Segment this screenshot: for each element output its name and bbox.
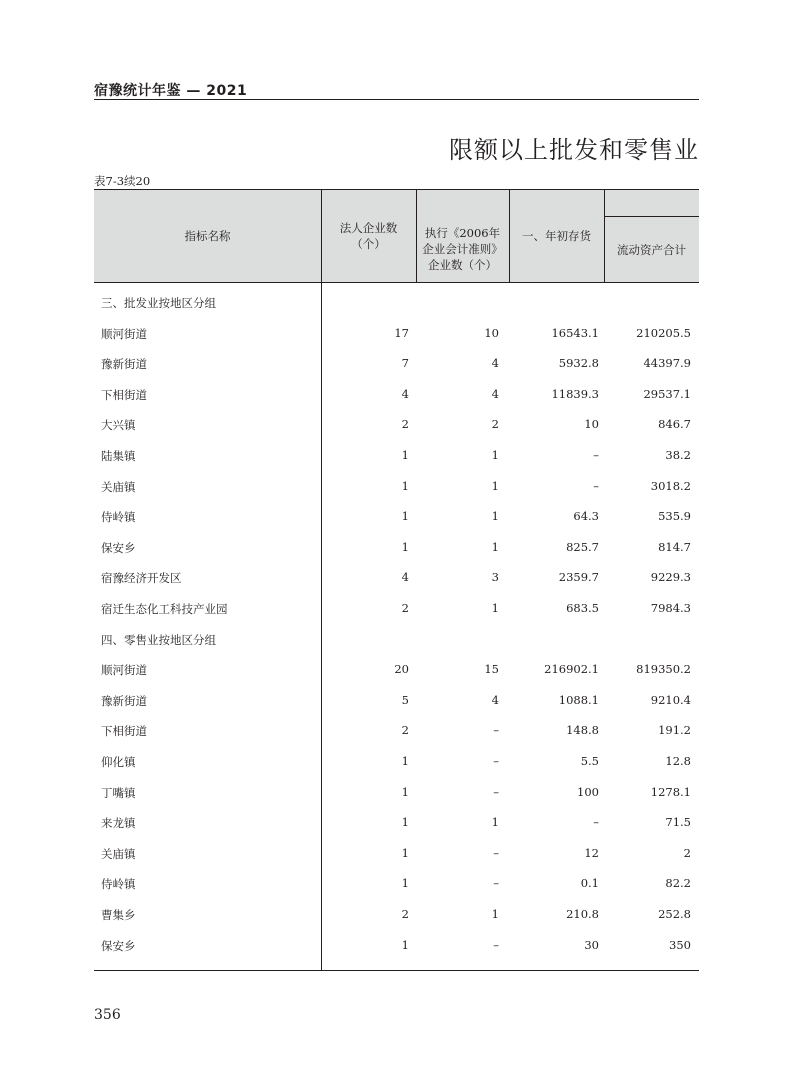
cell-value: 38.2 — [665, 448, 691, 462]
cell-value: – — [493, 784, 499, 799]
row-label: 宿豫经济开发区 — [101, 571, 182, 586]
cell-value: 1 — [401, 937, 409, 952]
cell-value: 9229.3 — [650, 570, 691, 585]
table-row — [94, 594, 699, 624]
cell-value: – — [493, 754, 499, 768]
cell-value: 82.2 — [665, 876, 691, 891]
header-divider — [94, 282, 699, 283]
cell-value: 30 — [584, 937, 599, 952]
row-label: 仰化镇 — [101, 755, 136, 769]
cell-value: – — [593, 478, 599, 493]
table-row — [94, 655, 699, 685]
cell-value: 1 — [491, 815, 499, 830]
cell-value: 814.7 — [658, 539, 691, 554]
cell-value: – — [593, 448, 599, 462]
cell-value: 3 — [491, 570, 499, 585]
row-label: 三、批发业按地区分组 — [101, 296, 216, 310]
subheader-rule — [604, 216, 699, 217]
cell-value: 5 — [401, 692, 409, 707]
cell-value: 3018.2 — [650, 478, 691, 493]
cell-value: 1 — [491, 478, 499, 493]
cell-value: 10 — [484, 325, 499, 340]
table-row — [94, 686, 699, 716]
cell-value: 9210.4 — [650, 692, 691, 707]
row-label: 保安乡 — [101, 540, 136, 555]
cell-value: 1 — [401, 539, 409, 554]
cell-value: 191.2 — [658, 723, 691, 738]
cell-value: 1 — [401, 876, 409, 891]
cell-value: 846.7 — [658, 417, 691, 432]
cell-value: 44397.9 — [643, 356, 691, 371]
table-row — [94, 533, 699, 563]
cell-value: 4 — [491, 692, 499, 707]
cell-value: 1 — [401, 509, 409, 524]
row-label: 丁嘴镇 — [101, 785, 136, 800]
cell-value: 64.3 — [573, 509, 599, 524]
table-row — [94, 441, 699, 471]
header-legal-entities: 法人企业数 （个） — [339, 221, 398, 251]
header-name: 指标名称 — [184, 229, 231, 243]
cell-value: 2 — [401, 907, 409, 921]
cell-value: 210205.5 — [636, 325, 691, 340]
header-rule — [94, 99, 699, 100]
cell-value: 1 — [401, 448, 409, 462]
cell-value: 5932.8 — [558, 356, 599, 371]
table-row — [94, 931, 699, 961]
cell-value: 7 — [401, 356, 409, 371]
cell-value: – — [593, 815, 599, 830]
table-row — [94, 747, 699, 777]
table-row — [94, 716, 699, 746]
cell-value: – — [493, 845, 499, 860]
cell-value: 825.7 — [566, 539, 599, 554]
row-label: 来龙镇 — [101, 816, 136, 831]
row-label: 豫新街道 — [101, 357, 147, 372]
table-row — [94, 869, 699, 899]
cell-value: 4 — [401, 386, 409, 401]
table-row — [94, 319, 699, 349]
column-divider — [604, 190, 605, 282]
cell-value: 148.8 — [566, 723, 599, 738]
cell-value: 15 — [484, 662, 499, 677]
table-row — [94, 778, 699, 808]
table-row — [94, 808, 699, 838]
row-label: 下相街道 — [101, 387, 147, 402]
table-row — [94, 563, 699, 593]
table-row — [94, 502, 699, 532]
table-row — [94, 839, 699, 869]
row-label: 豫新街道 — [101, 693, 147, 708]
cell-value: 1 — [491, 539, 499, 554]
cell-value: 1 — [491, 907, 499, 921]
table-row — [94, 288, 699, 318]
cell-value: 5.5 — [580, 754, 599, 768]
cell-value: 20 — [394, 662, 409, 677]
header-opening-inventory: 一、年初存货 — [522, 229, 591, 243]
table-label: 表7-3续20 — [94, 174, 151, 188]
cell-value: 29537.1 — [643, 386, 691, 401]
page-number: 356 — [94, 1007, 121, 1023]
cell-value: 683.5 — [566, 601, 599, 615]
header-current-assets: 流动资产合计 — [617, 243, 686, 257]
row-label: 大兴镇 — [101, 418, 136, 433]
statistics-table — [94, 189, 699, 971]
table-row — [94, 380, 699, 410]
header-standard-enterprises: 执行《2006年 企业会计准则》 企业数（个） — [422, 226, 503, 272]
cell-value: 1 — [491, 601, 499, 615]
cell-value: – — [493, 937, 499, 952]
cell-value: 2 — [401, 723, 409, 738]
row-label: 下相街道 — [101, 724, 147, 739]
table-row — [94, 410, 699, 440]
cell-value: 7984.3 — [650, 601, 691, 615]
cell-value: 350 — [669, 937, 691, 952]
cell-value: 1 — [491, 509, 499, 524]
cell-value: 210.8 — [566, 907, 599, 921]
cell-value: 1088.1 — [558, 692, 599, 707]
row-label: 侍岭镇 — [101, 877, 136, 892]
row-label: 四、零售业按地区分组 — [101, 632, 216, 647]
cell-value: 16543.1 — [551, 325, 599, 340]
row-label: 宿迁生态化工科技产业园 — [101, 602, 228, 616]
cell-value: 2 — [491, 417, 499, 432]
cell-value: – — [493, 876, 499, 891]
table-row — [94, 349, 699, 379]
row-label: 关庙镇 — [101, 846, 136, 861]
cell-value: 2 — [683, 845, 691, 860]
cell-value: 1 — [401, 478, 409, 493]
cell-value: 535.9 — [658, 509, 691, 524]
row-label: 顺河街道 — [101, 326, 147, 341]
running-head: 宿豫统计年鉴 — 2021 — [94, 83, 248, 99]
cell-value: 12.8 — [665, 754, 691, 768]
cell-value: 1 — [401, 784, 409, 799]
cell-value: 1 — [491, 448, 499, 462]
section-title: 限额以上批发和零售业 — [449, 136, 699, 164]
row-label: 顺河街道 — [101, 663, 147, 678]
cell-value: 100 — [577, 784, 599, 799]
cell-value: 1 — [401, 815, 409, 830]
cell-value: 10 — [584, 417, 599, 432]
cell-value: 252.8 — [658, 907, 691, 921]
row-label: 曹集乡 — [101, 908, 136, 922]
cell-value: 819350.2 — [636, 662, 691, 677]
cell-value: 2359.7 — [558, 570, 599, 585]
cell-value: 4 — [491, 386, 499, 401]
row-label: 陆集镇 — [101, 449, 136, 463]
row-label: 保安乡 — [101, 938, 136, 953]
cell-value: 2 — [401, 417, 409, 432]
cell-value: 71.5 — [665, 815, 691, 830]
cell-value: 17 — [394, 325, 409, 340]
cell-value: 4 — [491, 356, 499, 371]
cell-value: 0.1 — [580, 876, 599, 891]
table-row — [94, 472, 699, 502]
cell-value: 2 — [401, 601, 409, 615]
cell-value: 1278.1 — [650, 784, 691, 799]
table-row — [94, 625, 699, 655]
row-label: 关庙镇 — [101, 479, 136, 494]
table-row — [94, 900, 699, 930]
row-label: 侍岭镇 — [101, 510, 136, 525]
cell-value: 12 — [584, 845, 599, 860]
cell-value: 4 — [401, 570, 409, 585]
cell-value: 1 — [401, 845, 409, 860]
cell-value: 1 — [401, 754, 409, 768]
cell-value: – — [493, 723, 499, 738]
cell-value: 216902.1 — [544, 662, 599, 677]
cell-value: 11839.3 — [551, 386, 599, 401]
